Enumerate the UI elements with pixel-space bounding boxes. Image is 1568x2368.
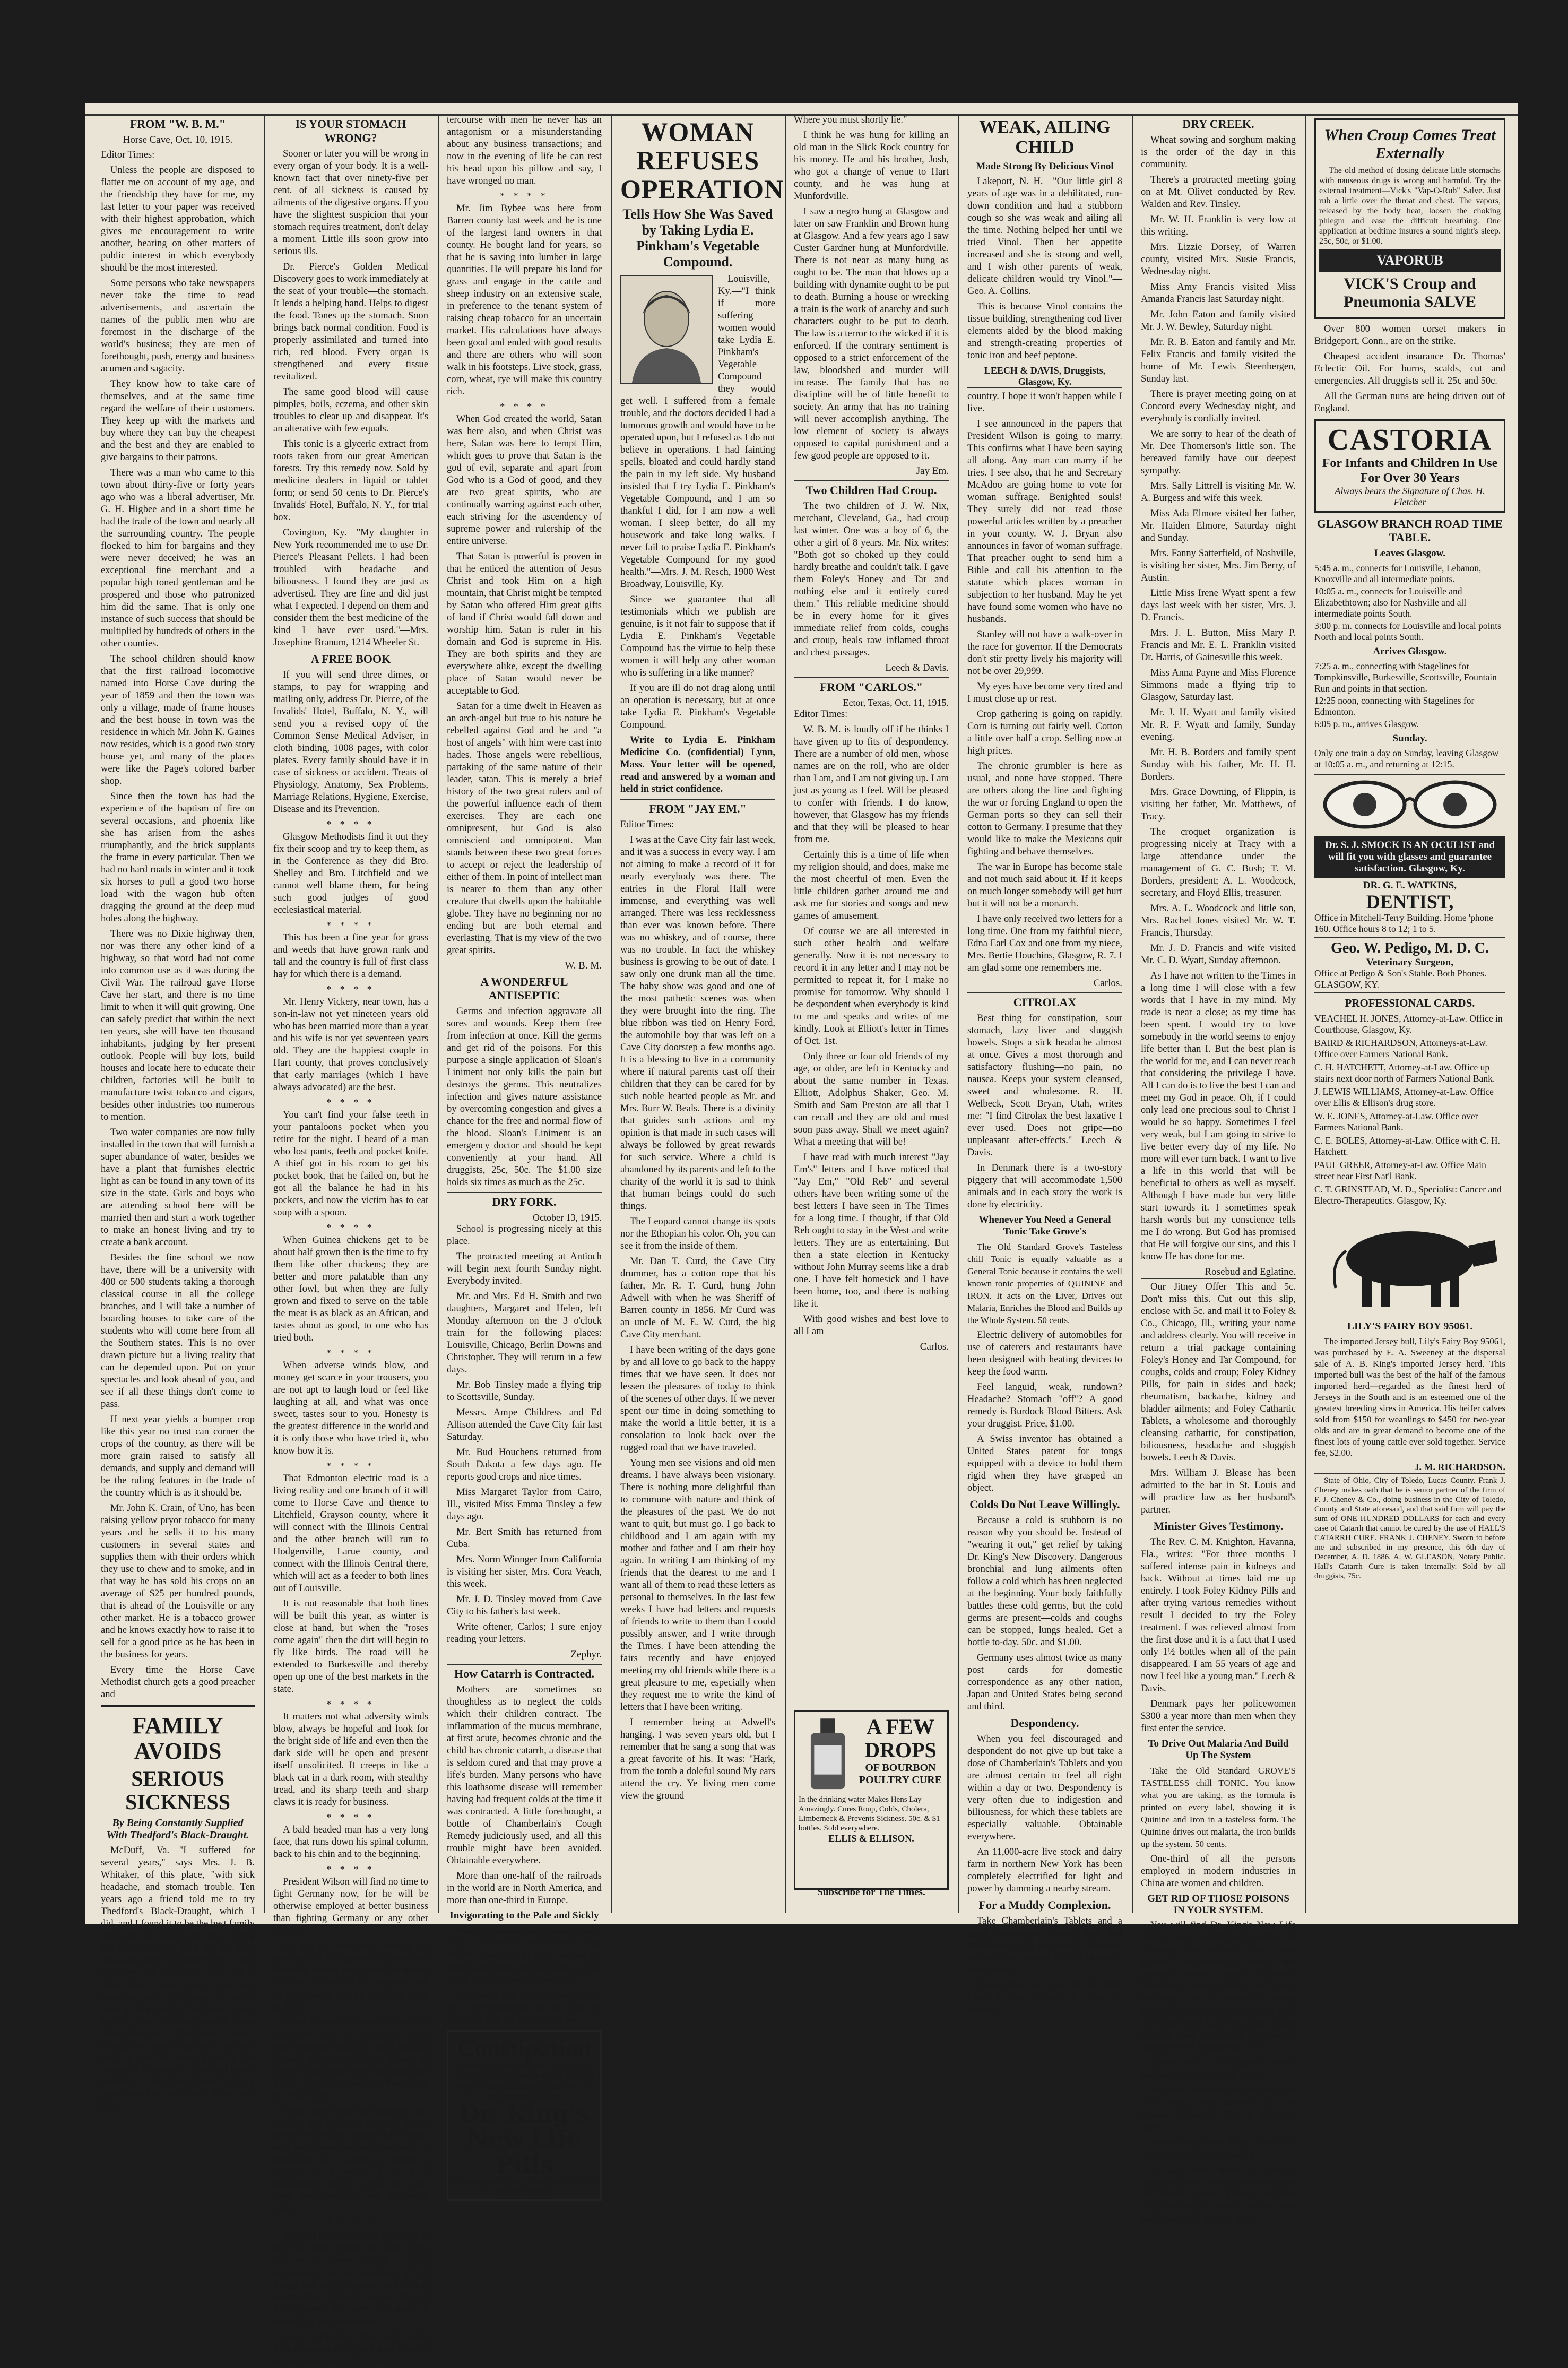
news-item: The croquet organization is progressing nicely at Tracy with a large attendance under the management of G. C. Bush; T. M. Borders, president; A. L. Woodcock, secretary, and Floyd Ellis, treasurer. — [1141, 827, 1296, 898]
article-paragraph: One-third of all the persons employed in modern industries in China are women and children. — [1141, 1854, 1296, 1889]
news-item: Mr. Bud Houchens returned from South Dakota a few days ago. He reports good crops and nice times. — [447, 1447, 602, 1482]
news-item: Over 800 women corset makers in Bridgeport, Conn., are on the strike. — [1314, 324, 1505, 347]
ad-subhead: For Infants and Children In Use For Over 30 Years — [1322, 456, 1498, 485]
column-3 — [441, 114, 607, 2196]
article-paragraph: There was a man who came to this town about thirty-five or forty years ago who was a liberal advertiser, Mr. G. H. Higbee and in a short time he had the trade of the town and nearly all the surrounding country. The people flocked to him for bargains and they were never deceived; he was an exceptional fine merchant and a popular high toned gentleman and he prospered and those who patronized him did the same. That is only one instance of such success that should be multiplied by hundreds of others in the other counties. — [101, 468, 255, 649]
article-paragraph: Feel languid, weak, rundown? Headache? Stomach "off"? A good remedy is Burdock Blood Bitters. Ask your druggist. Price, $1.00. — [967, 1382, 1122, 1429]
article-paragraph: That Satan is powerful is proven in that he enticed the attention of Jesus Christ and took Him on a high mountain, that Christ might be tempted by Satan who offered Him great gifts of land if Christ would fall down and worship him. Satan is ruler in his domain and God is supreme in His. They are both spirits and they are everywhere alike, except the dwelling place of Satan would never be acceptable to God. — [447, 551, 602, 696]
news-item: All the German nuns are being driven out of England. — [1314, 391, 1505, 414]
ad-headline: FAMILY AVOIDS — [132, 1713, 223, 1764]
article-paragraph: Two water companies are now fully installed in the town that will furnish a super abundance of water, besides we have a plant that furnishes electric light as can be found in any town of its size in the state. Girls and boys who are attending school here will be married then and start a work together to make an honest living and try to create a bank account. — [101, 1127, 255, 1248]
jersey-bull-image — [1314, 1208, 1505, 1315]
news-item: Mr. W. H. Franklin is very low at this writing. — [1141, 214, 1296, 237]
article-paragraph: A lazy liver leads to chronic dyspepsia and constipation—weakens the whole system. Doan's Regulets (25c per box) act mildly on the liver and bowels. At all drug stores. — [1141, 2165, 1296, 2224]
article-paragraph: Every time the Horse Cave Methodist church gets a good preacher and — [101, 1665, 255, 1700]
article-paragraph: Germany uses almost twice as many post cards for domestic correspondence as any other nation, Japan and United States being second and third. — [967, 1653, 1122, 1712]
article-paragraph: Denmark pays her policewomen $300 a year more than men when they first enter the service. — [1141, 1699, 1296, 1734]
ad-body: McDuff, Va.—"I suffered for several years," says Mrs. J. B. Whitaker, of this place, "with sick headache, and stomach trouble. Ten years ago a friend told me to try Thedford's Black-Draught, which I did, and I found it to be the best family medicine for young and old. I keep Black-Draught on hand all the time now, and when my children feel a little bad, they ask me for a dose, and it does them more good than any medicine they ever tried. We never have a long spell of sickness in our family, since we commenced using Black-Draught." Thedford's Black-Draught is purely vegetable, and has been in use for many years in the treatment of stomach, liver and bowel troubles. It has been found to be a great friend of the family. Price only 25c. — [101, 1845, 255, 2112]
article-paragraph: My eyes have become very tired and I must close up or rest. — [967, 681, 1122, 704]
separator: * * * * — [326, 1097, 375, 1108]
time-table-row: Only one train a day on Sunday, leaving Glasgow at 10:05 a. m., and returning at 12:15. — [1314, 748, 1499, 770]
ad-paragraph: Louisville, Ky.—"I think if more suffering women would take Lydia E. Pinkham's Vegetable Compound they would get well. I suffered from a female trouble, and the doctors decided I had a tumorous growth and would have to be operated upon, but I refused as I do not believe in operations. I had fainting spells, bloated and could hardly stand the pain in my left side. My husband insisted that I try Lydia E. Pinkham's Vegetable Compound, and I am so thankful I did, for I am now a well woman. I sleep better, do all my housework and take long walks. I never fail to praise Lydia E. Pinkham's Vegetable Compound for my good health."—Mrs. J. M. Resch, 1900 West Broadway, Louisville, Ky. — [620, 274, 775, 590]
salutation: Editor Times: — [794, 709, 848, 720]
article-paragraph: W. B. M. is loudly off if he thinks I have given up to fits of despondency. There are a number of old men, whose names are on the roll, who are older than I am, and I am not giving up. I am just as young as I feel. Will be pleased to confer with friends. I do know, however, that Glasgow has my friends and that they will be pleased to hear from me. — [794, 724, 949, 845]
ad-headline: A FEW DROPS — [864, 1715, 937, 1762]
dateline-wbm: FROM "W. B. M." — [129, 117, 226, 131]
carlos-headline: FROM "CARLOS." — [794, 677, 949, 694]
article-paragraph: The war in Europe has become stale and not much said about it. If it keeps on much longer somebody will get hurt but it will not be a monarch. — [967, 862, 1122, 909]
article-paragraph: Young men see visions and old men dreams. I have always been visionary. There is nothing more delightful than to commune with nature and think of the pleasures of the past. We do not want to quit, but must go. I go back to childhood and I am again with my mother and father and I am their boy again. In writing I am thinking of my friends that the dearest to me and I want all of them to read these letters as personal to themselves. In the last few weeks I have had letters and requests of friends to write to them than I could possibly answer, and I write through the Times. I have been attending the fairs recently and have enjoyed meeting my old friends while there is a great pleasure to me, especially when they request me to write the kind of letters that I have been writing. — [620, 1458, 775, 1713]
vet-details: Office at Pedigo & Son's Stable. Both Phones. GLASGOW, KY. — [1314, 968, 1487, 990]
ad-paragraph: Germs and infection aggravate all sores and wounds. Keep them free from infection at once. Kill the germs and get rid of the poisons. For this purpose a single application of Sloan's Liniment not only kills the pain but destroys the germs. This neutralizes infection and gives nature assistance by overcoming congestion and gives a chance for the free and normal flow of the blood. Sloan's Liniment is an emergency doctor and should be kept conveniently at your hand. All druggists, 25c, 50c. The $1.00 size holds six times as much as the 25c. — [447, 1006, 602, 1188]
vet-name: Geo. W. Pedigo, M. D. C. — [1331, 940, 1489, 956]
article-paragraph: It is not reasonable that both lines will be built this year, as winter is close at hand, but when the "roses come again" then the dirt will begin to fly like birds. The road will be extended to Burkesville and thereby open up one of the best markets in the state. — [273, 1598, 428, 1695]
news-item: Messrs. Ampe Childress and Ed Allison attended the Cave City fair last Saturday. — [447, 1407, 602, 1442]
time-table-row: 3:00 p. m. connects for Louisville and local points North and local points South. — [1314, 620, 1501, 642]
signature: Rosebud and Eglatine. — [1205, 1266, 1296, 1277]
signature: Jay Em. — [916, 465, 949, 477]
professional-card: C. T. GRINSTEAD, M. D., Specialist: Cancer and Electro-Therapeutics. Glasgow, Ky. — [1314, 1184, 1502, 1206]
salutation: Editor Times: — [620, 819, 674, 830]
article-paragraph: I have read with much interest "Jay Em's" letters and I have noticed that "Jay Em," "Old Reb" and several others have been writing some of the best letters I have seen in The Times for a long time. I thought, if that Old Reb ought to stay in the West and write letters. They are as entertaining. But then a state election in Kentucky without John Murray seems like a drab one. I have felt homesick and I have been home, too, and there is nothing like it. — [794, 1152, 949, 1309]
ad-body: Leads to serious troubles—Headache, Dizziness, Biliousness, Fever, Piles, Bad Breath—always relieved by the safe, sure and pleasant laxative — [453, 2062, 595, 2101]
time-table-section: Leaves Glasgow. — [1374, 548, 1446, 559]
column-rule — [958, 114, 959, 1913]
separator: * * * * — [326, 1460, 375, 1471]
news-item: Wheat sowing and sorghum making is the order of the day in this community. — [1141, 135, 1296, 170]
ad-paragraph: Lakeport, N. H.—"Our little girl 8 years of age was in a debilitated, run-down condition and had a stubborn cough so she was weak and ailing all the time. Nothing helped her until we tried Vinol. Then her appetite increased and she is strong and well, and I wish other parents of weak, delicate children would try Vinol."—Geo. A. Collins. — [967, 176, 1122, 297]
professional-card: J. LEWIS WILLIAMS, Attorney-at-Law. Office over Ellis & Ellison's drug store. — [1314, 1086, 1494, 1108]
vicks-ad — [1314, 118, 1505, 319]
news-item: Mrs. Fanny Satterfield, of Nashville, is visiting her sister, Mrs. Jim Berry, of Austin. — [1141, 548, 1296, 583]
grove-ad-headline: Invigorating to the Pale and Sickly — [449, 1910, 599, 1921]
bull-description: The imported Jersey bull, Lily's Fairy Boy 95061, was purchased by E. A. Sweeney at the dispersal sale of A. B. King's imported Jersey herd. This imported bull was the best of the half of the famous imported herd—regarded as the finest herd of Jerseys in the South and is an esteemed one of the greatest breeding sires in America. His heifer calves sold from $150 for weanlings to $450 for two-year olds and are in great demand to become one of the finest lots of young cattle ever sold together. Service fee, $2.00. — [1314, 1336, 1505, 1458]
ad-paragraph: You will find Dr. King's New Life Pills a most satisfactory laxative in releasing the poisons from your system. Accumulated waste and poisons cause many ailments. Dizziness, spots before the eyes, blackness and a miserable feeling generally are indications that you need Dr. King's New Life Pills. Take a dose to-night and you will experience grateful relief by morning. 25c. — [1141, 1920, 1296, 2053]
separator: * * * * — [326, 920, 375, 930]
ad-paragraph: Take the Old Standard GROVE'S TASTELESS chill TONIC. You know what you are taking, as the formula is printed on every label, showing it is Quinine and Iron in a tasteless form. The Quinine drives out malaria, the Iron builds up the system. 50 cents. — [1141, 1766, 1296, 1849]
article-paragraph: If next year yields a bumper crop like this year no trust can corner the crops of the country, as there will be more grain raised to satisfy all demands, and supply and demand will be the ruling features in the trade of the country which is as it should be. — [101, 1414, 255, 1498]
ad-paragraph: Because a cold is stubborn is no reason why you should be. Instead of "wearing it out," get relief by taking Dr. King's New Discovery. Dangerous bronchial and lung ailments often follow a cold which has been neglected at the beginning. Your body faithfully battles these cold germs, but the cold germs are present—colds and coughs can be stopped, lungs healed. Get a bottle to-day. 50c. and $1.00. — [967, 1515, 1122, 1648]
ad-paragraph: The Rev. C. M. Knighton, Havanna, Fla., writes: "For three months I suffered intense pain in kidneys and back. Without at times laid me up entirely. I took Foley Kidney Pills and after trying various remedies without result I decided to try the Foley treatment. I was relieved almost from the first dose and it is a fact that I used only 1½ bottles when all of the pain disappeared. I am 55 years of age and now I feel like a young man." Leech & Davis. — [1141, 1537, 1296, 1694]
article-paragraph: He will be "watchfully waiting" to take care of his spouse to please that beautiful widow he is about to marry, and that will take all his attention until he gets ready to run for President again in 1916. — [273, 1941, 428, 2012]
time-table-row: 5:45 a. m., connects for Louisville, Lebanon, Knoxville and all intermediate points. — [1314, 563, 1482, 584]
column-5 — [789, 114, 954, 1913]
professional-card: C. H. HATCHETT, Attorney-at-Law. Office up stairs next door north of Farmers National Bank. — [1314, 1062, 1495, 1084]
news-item: Mrs. A. L. Woodcock and little son, Mrs. Rachel Jones visited Mr. W. T. Francis, Thursday. — [1141, 903, 1296, 938]
article-paragraph: I have only received two letters for a long time. One from my faithful niece, Edna Earl Cox and one from my niece, Mrs. Bertie Houchins, Glasgow, R. 7. I am glad some one remembers me. — [967, 914, 1122, 973]
article-paragraph: While that kings and emperors are fighting and shedding innocent blood, he can rest his arm around that widows neck and forget there was ever such an instrument as a cannon, a musket, a bayonet or a sword. If he is a philosopher and he views life only from the substantial and the bright sides. — [273, 2106, 428, 2214]
time-table-title: GLASGOW BRANCH ROAD TIME TABLE. — [1316, 517, 1503, 544]
carlos-place-date: Ector, Texas, Oct. 11, 1915. — [843, 697, 949, 708]
ad-paragraph: Since we guarantee that all testimonials which we publish are genuine, is it not fair to suppose that if Lydia E. Pinkham's Vegetable Compound has the virtue to help these women it will help any other woman who is suffering in a like manner? — [620, 594, 775, 678]
ad-headline: SERIOUS SICKNESS — [125, 1767, 230, 1814]
citrolax-headline: CITROLAX — [967, 992, 1122, 1009]
article-paragraph: I was at the Cave City fair last week, and it was a success in every way. I am not aiming to make a record of it for nearly everybody was there. The entries in the Floral Hall were immense, and everything was well arranged. There was less recklessness than ever was known before. There was no whiskey, and of course, there was no trouble. In fact the whiskey business is growing to be out of date. I saw only one drunk man all the time. The baby show was good and one of the most pathetic scenes was when they were brought into the ring. The blue ribbon was tied on Henry Ford, the automobile boy that was left on a Cave City doorstep a few months ago. It is a blessing to live in a community where if natural parents cast off their children that they can be cared for by such noble hearted people as Mr. and Mrs. Burr W. Beals. There is a divinity that guides such actions and my opinion is that made in such cases will always be followed by great rewards for such service. Where a child is abandoned by its parents and left to the charity of the world it is sad to think that human beings could do such things. — [620, 835, 775, 1212]
ad-headline: WOMAN REFUSES OPERATION — [620, 117, 784, 204]
despondency-headline: Despondency. — [1010, 1716, 1079, 1730]
article-paragraph: While Europe is at strife for war his mind and heart are engrossed in far more important matters, and is looking forward to generations yet unborn, to live in a land that flows with milk and honey, and enjoy the best there is in the entire land. — [273, 2017, 428, 2101]
article-paragraph: Twenty-five per cent of the farm labor in this country is done by women. — [967, 1980, 1122, 2015]
ad-headline: Constipation — [457, 2034, 592, 2061]
time-table-row: 12:25 noon, connecting with Stagelines for Edmonton. — [1314, 695, 1475, 717]
news-item: Miss Margaret Taylor from Cairo, Ill., visited Miss Emma Tinsley a few days ago. — [447, 1487, 602, 1522]
column-2 — [268, 114, 434, 2367]
column-rule — [438, 114, 439, 1913]
article-paragraph: I saw a negro hung at Glasgow and later on saw Franklin and Brown hung at Glasgow. And a few years ago I saw Custer Gardner hung at Munfordville. There is not near as many hung as ought to be. The man that blows up a building with dynamite ought to be put to death. Burning a house or wrecking a train is the work of anarchy and such characters ought to be put to death. The law is a terror to the wicked if it is enforced. If the contrary sentiment is opposed to a strict enforcement of the law, bloodshed and murder will increase. The family that has no discipline will be of little benefit to society. An army that has no training will never accomplish anything. The low element of society is always opposed to capital punishment and a few good people are opposed to it. — [794, 206, 949, 461]
ad-subhead: Tells How She Was Saved by Taking Lydia E. Pinkham's Vegetable Compound. — [622, 206, 773, 270]
pinkham-ad — [620, 117, 784, 796]
professional-card: PAUL GREER, Attorney-at-Law. Office Main street near First Nat'l Bank. — [1314, 1160, 1486, 1181]
vinol-headline: WEAK, AILING CHILD — [979, 117, 1111, 157]
article-paragraph: I remember being at Adwell's hanging. I was seven years old, but I remember that he sang a song that was a great favorite of his. It was: "Hark, from the tomb a doleful sound My ears attend the cry. Ye living men come view the ground — [620, 1717, 775, 1801]
free-book-headline: A FREE BOOK — [310, 652, 391, 666]
article-paragraph: In Denmark there is a two-story piggery that will accommodate 1,500 animals and in each story the work is done by electricity. — [967, 1163, 1122, 1210]
veterinary-card — [1314, 940, 1505, 993]
legal-notice: State of Ohio, City of Toledo, Lucas County. Frank J. Cheney makes oath that he is senior partner of the firm of F. J. Cheney & Co., doing business in the City of Toledo, County and State aforesaid, and that said firm will pay the sum of ONE HUNDRED DOLLARS for each and every case of Catarrh that cannot be cured by the use of HALL'S CATARRH CURE. FRANK J. CHENEY. Sworn to before me and subscribed in my presence, this 6th day of December, A. D. 1886. A. W. GLEASON, Notary Public. Hall's Catarrh Cure is taken internally. Sold by all druggists, 75c. — [1314, 1473, 1505, 1581]
column-rule — [264, 114, 265, 1913]
ad-paragraph: Our Jitney Offer—This and 5c. Don't miss this. Cut out this slip, enclose with 5c. and mail it to Foley & Co., Chicago, Ill., writing your name and address clearly. You will receive in return a trial package containing Foley's Honey and Tar Compound, for coughs, colds and croup; Foley Kidney Pills, for pain in sides and back; rheumatism, backache, kidney and bladder ailments; and Foley Cathartic Tablets, a wholesome and thoroughly cleansing cathartic, for constipation, biliousness, headache and sluggish bowels. Leech & Davis. — [1141, 1278, 1296, 1464]
article-paragraph: With good wishes and best love to all I am — [794, 1314, 949, 1337]
news-item: Mr. J. D. Tinsley moved from Cave City to his father's last week. — [447, 1594, 602, 1617]
ad-paragraph: Write to Lydia E. Pinkham Medicine Co. (confidential) Lynn, Mass. Your letter will be opened, read and answered by a woman and held in strict confidence. — [620, 735, 775, 794]
article-paragraph: Where you must shortly lie." — [794, 115, 907, 125]
ad-footer: ELLIS & ELLISON. — [828, 1833, 914, 1844]
news-item: Mr. H. B. Borders and family spent Sunday with his father, Mr. H. H. Borders. — [1141, 747, 1296, 782]
news-item: School is progressing nicely at this place. — [447, 1224, 602, 1247]
newspaper-page — [85, 103, 1518, 2367]
article-paragraph: That Edmonton electric road is a living reality and one branch of it will come to Horse Cave and thence to Litchfield, Grayson county, where it will connect with the Illinois Central and the other branch will run to Hodgenville, Larue county, and connect with the Illinois Central there, which will act as a feeder to both lines out of Louisville. — [273, 1473, 428, 1594]
complexion-headline: For a Muddy Complexion. — [978, 1898, 1111, 1912]
article-paragraph: The chronic grumbler is here as usual, and none have stopped. There are others along the line and fighting the war or forcing England to open the German ports so they can sell their cotton to Germany. I presume that they would like to make the Mexicans quit fighting and behave themselves. — [967, 761, 1122, 857]
signature: Leech & Davis. — [885, 662, 949, 673]
separator: * * * * — [326, 1347, 375, 1358]
stomach-headline: IS YOUR STOMACH WRONG? — [295, 117, 406, 144]
article-paragraph: The Leopard cannot change its spots nor the Ethopian his color. Oh, you can see it from the inside of them. — [620, 1216, 775, 1251]
separator: * * * * — [326, 984, 375, 995]
time-table-row: 7:25 a. m., connecting with Stagelines for Tompkinsville, Burkesville, Scottsville, Fountain Run and points in that section. — [1314, 661, 1497, 694]
ad-headline: CASTORIA — [1327, 424, 1493, 456]
oculist-card: Dr. S. J. SMOCK IS AN OCULIST and will fit you with glasses and guarantee satisfaction. Glasgow, Ky. — [1314, 836, 1505, 878]
article-paragraph: I have been writing of the days gone by and all love to go back to the happy times that we have seen. It does not lessen the pleasures of today to think of the scenes of other days. If we never spent our time in doing something to make the world a little better, it is a consolation to look back over the rugged road that we have traveled. — [620, 1345, 775, 1453]
time-table-section: Arrives Glasgow. — [1373, 646, 1447, 657]
news-item: We are sorry to hear of the death of Mr. Dee Thomerson's little son. The bereaved family have our deepest sympathy. — [1141, 429, 1296, 476]
article-paragraph: Glasgow Methodists find it out they fix their scoop and try to keep them, as in the Conference as they did Bro. Shelley and Bro. Litchfield and we cannot well blame them, for being such good judges of good ecclesiastical material. — [273, 832, 428, 915]
article-paragraph: Some persons who take newspapers never take the time to read advertisements, and ascertain the names of the public men who are foremost in the discharge of the world's business; they are men of forethought, push, energy and business acumen and sagacity. — [101, 278, 255, 374]
grove-tonic-body: The Old Standard Grove's Tasteless chill Tonic is equally valuable as a General Tonic because it contains the well known tonic properties of QUININE and IRON. It acts on the Liver, Drives out Malaria, Enriches the Blood and Builds up the Whole System. 50 cents. — [967, 1242, 1122, 1325]
salutation: Editor Times: — [101, 150, 155, 160]
catarrh-headline: How Catarrh is Contracted. — [447, 1664, 602, 1681]
article-paragraph: You can't find your false teeth in your pantaloons pocket when you retire for the night. I heard of a man who lost pants, teeth and pocket knife. A thief got in his room to get his pocket book, that he failed on, but he got all the balance he had in his pockets, and now the victim has to eat soup with a spoon. — [273, 1110, 428, 1218]
news-item: Mr. J. H. Wyatt and family visited Mr. R. F. Wyatt and family, Sunday evening. — [1141, 707, 1296, 742]
column-6 — [962, 114, 1128, 2015]
ad-signature: Always bears the Signature of Chas. H. Fletcher — [1335, 486, 1485, 507]
column-1 — [96, 114, 260, 2112]
article-paragraph: It matters not what adversity winds blow, always be hopeful and look for the bright side of life and even then the dark side will be open and present itself unsolicited. It creeps in like a black cat in a dark room, with stealthy tread, and its sharp teeth and sharp claws it is ready for business. — [273, 1712, 428, 1808]
dentist-name: DR. G. E. WATKINS, — [1363, 880, 1457, 891]
separator: * * * * — [326, 1222, 375, 1233]
professional-card: C. E. BOLES, Attorney-at-Law. Office with C. H. Hatchett. — [1314, 1135, 1500, 1157]
article-paragraph: tercourse with men he never has an antagonism or a misunderstanding about any business transactions; and now in the evening of life he can rest his head upon his pillow and say, I have wronged no man. — [447, 115, 602, 186]
time-table-section: Sunday. — [1392, 733, 1427, 744]
column-rule — [785, 114, 786, 1913]
time-table — [1314, 517, 1505, 775]
column-8 — [1309, 114, 1511, 1913]
professional-card: W. E. JONES, Attorney-at-Law. Office over Farmers National Bank. — [1314, 1111, 1478, 1133]
news-item: Mr. John Eaton and family visited Mr. J. W. Bewley, Saturday night. — [1141, 309, 1296, 332]
article-paragraph: Queen Mary of England prefers lavender scent before all others. — [1141, 2058, 1296, 2080]
news-item: Mr. Bob Tinsley made a flying trip to Scottsville, Sunday. — [447, 1380, 602, 1403]
dentist-title: DENTIST, — [1366, 891, 1454, 912]
signature: W. B. M. — [565, 960, 602, 971]
time-table-row: 10:05 a. m., connects for Louisville and Elizabethtown; also for Nashville and all intermediate points South. — [1314, 586, 1467, 619]
ad-paragraph: Covington, Ky.—"My daughter in New York recommended me to use Dr. Pierce's Pleasant Pellets. I had been troubled with headache and biliousness. I found they are just as advertised. They are fine and did just what I expected. I depend on them and consider them the best medicine of the kind I have ever used."—Mrs. Josephine Branum, 1214 Wheeler St. — [273, 528, 428, 648]
vet-title: Veterinary Surgeon, — [1366, 957, 1453, 968]
article-paragraph: They know how to take care of themselves, and at the same time regard the welfare of their customers. They keep up with the markets and buy where they can buy the cheapest and the best and they are enabled to give bargains to their patrons. — [101, 379, 255, 463]
news-item: Mr. R. B. Eaton and family and Mr. Felix Francis and family visited the home of Mr. Lewis Steenbergen, Sunday last. — [1141, 337, 1296, 384]
ad-body: The old method of dosing delicate little stomachs with nauseous drugs is wrong and harmful. Try the external treatment—Vick's "Vap-O-Rub" Salve. Just rub a little over the throat and chest. The vapors, released by the body heat, loosen the choking phlegm and ease the difficult breathing. One application at bedtime insures a sound night's sleep. 25c, 50c, or $1.00. — [1319, 166, 1501, 246]
ad-paragraph: The two children of J. W. Nix, merchant, Cleveland, Ga., had croup last winter. One was a boy of 6, the other a girl of 8 years. Mr. Nix writes: "Both got so choked up they could hardly breathe and couldn't talk. I gave them Foley's Honey and Tar and nothing else and it entirely cured them." This reliable medicine should be in every home for it gives immediate relief from colds, coughs and croup, heals raw inflamed throat and chest passages. — [794, 501, 949, 658]
column-rule — [611, 114, 612, 1913]
colds-headline: Colds Do Not Leave Willingly. — [969, 1498, 1120, 1511]
ad-paragraph: Dr. Pierce's Golden Medical Discovery goes to work immediately at the seat of your trouble—the stomach. It lends a helping hand. Helps to digest the food. Tones up the stomach. Soon brings back normal condition. Food is properly assimilated and turned into rich, red blood. Every organ is strengthened and every tissue revitalized. — [273, 262, 428, 382]
bottle-icon — [799, 1715, 857, 1795]
signature: Zephyr. — [570, 1649, 602, 1660]
signature: Carlos. — [920, 1341, 949, 1352]
dry-fork-headline: DRY FORK. — [447, 1192, 602, 1209]
news-item: Cheapest accident insurance—Dr. Thomas' Eclectic Oil. For burns, scalds, cut and emergencies. All druggists sell it. 25c and 50c. — [1314, 351, 1505, 386]
article-paragraph: I think he was hung for killing an old man in the Slick Rock country for his money. He and his brother, Josh, who got a change of venue to Hart county, and he was hung at Munfordville. — [794, 130, 949, 202]
article-paragraph: Mrs. William J. Blease has been admitted to the bar in St. Louis and will practice law as her husband's partner. — [1141, 1468, 1296, 1515]
article-paragraph: Mr. John K. Crain, of Uno, has been raising yellow pryor tobacco for many years and he sells it to his many customers in several states and supplies them with their orders which they use to chew and to smoke, and in that way he has sold his crops on an average of $25 per hundred pounds, that is ahead of the Louisville or any other market. He is a tobacco grower and he knows exactly how to raise it to sell for a good price as he has been in the business for years. — [101, 1503, 255, 1660]
article-paragraph: Mr. Henry Vickery, near town, has a son-in-law not yet nineteen years old who has been married more than a year and his wife is not yet seventeen years old. They are the happiest couple in Hart county, that proves conclusively that early marriages (which I have always advocated) are the best. — [273, 997, 428, 1093]
place-date: Horse Cave, Oct. 10, 1915. — [123, 134, 233, 145]
article-paragraph: When God created the world, Satan was here also, and when Christ was here, Satan was here to tempt Him, which goes to prove that Satan is the god of evil, separate and apart from God who is a God of good, and they are two great spirits, who are continually warring against each other, each striving for the ascendency of supreme power and rulership of the entire universe. — [447, 414, 602, 547]
article-paragraph: Mr. Joel White is one of the oldest if not the oldest citizen in Horse Cave and he has been through a good experience. He is interested in all things and strictly honest, and he has accumulated property and he has all the property he owns he made it himself by his own efforts. — [273, 2231, 428, 2327]
article-paragraph: This has been a fine year for grass and weeds that have grown rank and tall and the country is full of first class hay for which there is a demand. — [273, 932, 428, 980]
minister-headline: Minister Gives Testimony. — [1153, 1519, 1284, 1533]
article-paragraph: The school children should know that the first railroad locomotive named into Horse Cave during the year of 1859 and then the town was only a village, made of frame houses and the best house in town was the residence in which Mr. John K. Gaines now resides, which is a good two story house yet, and many of the places were like the Page's colored barber shop. — [101, 654, 255, 787]
news-item: Mr. J. D. Francis and wife visited Mr. C. D. Wyatt, Sunday afternoon. — [1141, 943, 1296, 966]
article-paragraph: An 11,000-acre live stock and dairy farm in northern New York has been completely electrified for light and power by damming a nearby stream. — [967, 1847, 1122, 1894]
article-paragraph: country. I hope it won't happen while I live. — [967, 387, 1122, 415]
ad-paragraph: This is because Vinol contains the tissue building, strengthening cod liver elements aided by the blood making and strength-creating properties of tonic iron and beef peptone. — [967, 301, 1122, 361]
news-item: The protracted meeting at Antioch will begin next fourth Sunday night. Everybody invited. — [447, 1251, 602, 1286]
dry-creek-headline: DRY CREEK. — [1182, 117, 1254, 131]
article-paragraph: A bald headed man has a very long face, that runs down his spinal column, back to his chin and to the beginning. — [273, 1825, 428, 1860]
article-paragraph: Only three or four old friends of my age, or older, are left in Kentucky and about the same number in Texas. Elliott, Adolphus Shaker, Geo. M. Smith and Sam Preston are all that I can recall and they are old and must soon pass away. Shall we meet again? What a meeting that will be! — [794, 1051, 949, 1147]
signature: Carlos. — [1093, 978, 1122, 989]
ad-paragraph: Mothers are sometimes so thoughtless as to neglect the colds which their children contract. The inflammation of the mucus membrane, at first acute, becomes chronic and the child has chronic catarrh, a disease that is seldom cured and that may prove a life's burden. Many persons who have this loathsome disease will remember having had frequent colds at the time it was contracted. A little forethought, a bottle of Chamberlain's Cough Remedy judiciously used, and all this trouble might have been avoided. Obtainable everywhere. — [447, 1684, 602, 1866]
article-paragraph: When Guinea chickens get to be about half grown then is the time to fry them like other chickens; they are better and more palatable than any other fowl, but when they are fully grown and fixed to serve on the table the meat is as black as an African, and tastes about as good, to one who has tried both. — [273, 1235, 428, 1343]
castoria-ad — [1314, 419, 1505, 513]
ad-subhead: By Being Constantly Supplied With Thedford's Black-Draught. — [106, 1817, 249, 1841]
dentist-card — [1314, 880, 1505, 938]
separator: * * * * — [326, 819, 375, 829]
dry-fork-date: October 13, 1915. — [533, 1212, 602, 1223]
croup-headline: Two Children Had Croup. — [794, 480, 949, 497]
professional-card: BAIRD & RICHARDSON, Attorneys-at-Law. Office over Farmers National Bank. — [1314, 1038, 1487, 1059]
ad-footer: All Druggists 25 cents. SATISFACTION OR MONEY BACK — [452, 2178, 596, 2196]
news-item: Mrs. Lizzie Dorsey, of Warren county, visited Mrs. Susie Francis, Wednesday night. — [1141, 242, 1296, 277]
ad-body: In the drinking water Makes Hens Lay Amazingly. Cures Roup, Colds, Cholera, Limberneck & Prevents Sickness. 50c. & $1 bottles. Sold everywhere. — [799, 1795, 940, 1833]
article-paragraph: A Swiss inventor has obtained a United States patent for tongs equipped with a device to hold them rigid when they have grasped an object. — [967, 1434, 1122, 1493]
constipation-ad — [447, 2030, 602, 2201]
separator: * * * * — [326, 1812, 375, 1822]
thedford-ad — [101, 1705, 255, 2113]
ad-paragraph: If you are ill do not drag along until an operation is necessary, but at once take Lydia E. Pinkham's Vegetable Compound. — [620, 683, 775, 730]
column-rule — [1305, 114, 1306, 1913]
article-paragraph: Since then the town has had the experience of the baptism of fire on several occasions, and phoenix like she has arisen from the ashes triumphantly, and the brick supplants the frame in every particular. Then we had no hard roads in winter and it took six horses to pull a good two horse load with the wagon hub often dragging the ground at the deep mud holes along the highway. — [101, 791, 255, 924]
ad-paragraph: Take Chamberlain's Tablets and a good complexion sallow and dull complexion will be greatly improved within a few months. Try it. Obtainable everywhere. — [967, 1916, 1122, 1975]
article-paragraph: Of course we are all interested in such other health and welfare generally. Now it is not necessary to record it in any letter and I may not be permitted to repeat it, for I make no promise for tomorrow. Why should I be despondent when everybody is kind to me and speaks and writes of me kindly. Look at Elliott's letter in Times of Oct. 1st. — [794, 926, 949, 1047]
time-table-row: 6:05 p. m., arrives Glasgow. — [1314, 719, 1419, 729]
news-item: There's a protracted meeting going on at Mt. Olivet conducted by Rev. Walden and Rev. Tinsley. — [1141, 175, 1296, 210]
ad-paragraph: Sooner or later you will be wrong in every organ of your body. It is a well-known fact that over ninety-five per cent. of all sickness is caused by ailments of the digestive organs. If you have the slightest suspicion that your stomach requires treatment, don't delay a moment. Little ills soon grow into serious ills. — [273, 149, 428, 257]
ad-headline: When Croup Comes Treat Externally — [1324, 126, 1496, 162]
column-7 — [1136, 114, 1301, 2224]
separator: * * * * — [326, 2218, 375, 2229]
article-paragraph: Electric delivery of automobiles for use of caterers and restaurants have been designed with heating devices to keep the food warm. — [967, 1330, 1122, 1377]
article-paragraph: Mr. Jim Bybee was here from Barren county last week and he is one of the largest land owners in that county. He bought land for years, so that he is saving into lumber in large quantities. He will prepare his land for grass and engage in the cattle and sheep industry on an extensive scale, in preference to the tenant system of raising cheap tobacco for an uncertain market. His calculations have always been good and ended with good results and there are others who will soon walk in his footsteps. Live stock, grass, corn, wheat, rye will make this country rich. — [447, 203, 602, 397]
article-paragraph: Aluminum can be rolled into sheets one two-thousandth of an inch in thickness that are as strong as tin. — [447, 1990, 602, 2025]
article-paragraph: Besides the fine school we now have, there will be a university with 400 or 500 students taking a thorough classical course in all the college branches, and I will take a number of boarding houses to take care of the students who will come here from all the Southern states. This is no over drawn picture but a living reality that can be depended upon. Put on your spectacles and look ahead of you, and see if all these things don't come to pass. — [101, 1252, 255, 1410]
antiseptic-headline: A WONDERFUL ANTISEPTIC — [480, 975, 568, 1002]
article-paragraph: Certainly this is a time of life when my religion should, and does, make me the most cheerful of men. Even the little children gather around me and ask me for stories and songs and new games of amusement. — [794, 850, 949, 921]
news-item: Mr. and Mrs. Ed H. Smith and two daughters, Margaret and Helen, left Monday afternoon on the 3 o'clock train for the following places: Louisville, Chicago, Berlin Downs and Christopher. They will return in a few days. — [447, 1291, 602, 1375]
malaria-headline: To Drive Out Malaria And Build Up The System — [1148, 1738, 1289, 1761]
ad-product-name: Dr. King's New Life Pills — [460, 2101, 589, 2179]
ad-paragraph: This tonic is a glyceric extract from roots taken from our great American forests. Try this remedy now. Sold by medicine dealers in liquid or tablet form; or send 50 cents to Dr. Pierce's Invalids' Hotel, Buffalo, N. Y., for trial box. — [273, 439, 428, 523]
column-rule — [1132, 114, 1133, 1913]
article-paragraph: More than one-half of the railroads in the world are in North America, and more than one-third in Europe. — [447, 1871, 602, 1906]
news-item: Mrs. Grace Downing, of Flippin, is visiting her father, Mr. Matthews, of Tracy. — [1141, 787, 1296, 822]
ad-paragraph: Best thing for constipation, sour stomach, lazy liver and sluggish bowels. Stops a sick headache almost at once. Gives a most thorough and satisfactory flushing—no pain, no nausea. Keeps your system cleansed, sweet and wholesome.—R. H. Welbeck, Scott Bryan, Utah, writes me: "I find Citrolax the best laxative I ever used. Does not gripe—no unpleasant after-effects." Leech & Davis. — [967, 1013, 1122, 1158]
news-item: Mrs. J. L. Button, Miss Mary P. Francis and Mr. E. L. Franklin visited Dr. Harris, of Gainesville this week. — [1141, 628, 1296, 663]
grove-tonic-headline: Whenever You Need a General Tonic Take Grove's — [978, 1214, 1111, 1237]
separator: * * * * — [500, 191, 549, 201]
poultry-cure-ad — [794, 1710, 949, 1890]
professional-cards-headline: PROFESSIONAL CARDS. — [1345, 997, 1475, 1009]
ad-paragraph: When you feel discouraged and despondent do not give up but take a dose of Chamberlain's Tablets and you are almost certain to feel all right within a day or two. Despondency is very often due to indigestion and biliousness, for which these tablets are especially valuable. Obtainable everywhere. — [967, 1734, 1122, 1842]
separator: * * * * — [500, 401, 549, 412]
professional-card: VEACHEL H. JONES, Attorney-at-Law. Office in Courthouse, Glasgow, Ky. — [1314, 1013, 1503, 1035]
dentist-details: Office in Mitchell-Terry Building. Home 'phone 160. Office hours 8 to 12; 1 to 5. — [1314, 912, 1493, 934]
separator: * * * * — [326, 1864, 375, 1874]
subscribe-note: Subscribe for The Times. — [817, 1887, 925, 1898]
article-paragraph: Women make over 47 per cent of all cigars smoked in the country. — [1141, 2137, 1296, 2160]
woman-portrait-image — [620, 275, 713, 384]
news-item: As I have not written to the Times in a long time I will close with a few words that I have in my mind. My trade is near a close; as my time has been spent. I would try to love somebody in the world seems to enjoy life better than I. But the best plan is the world for me, and I can never reach that considering the privilege I have. All I can do is to live the best I can and meet my God in peace. Oh, if I could only lead one precious soul to Christ I would be so happy. Sometimes I feel very weak, but I am going to strive to live better every day of my life. No more will ever turn back. I want to live a life in this world that will be beneficial to others as well as myself. Although I have made but very little start towards it. I sometimes speak harsh words but my conscience tells me I do wrong. But God has promised that He will forgive our sins, and this I know He has done for me. — [1141, 971, 1296, 1262]
news-item: There is prayer meeting going on at Concord every Wednesday night, and everybody is cordially invited. — [1141, 389, 1296, 424]
article-paragraph: Crop gathering is going on rapidly. Corn is turning out fairly well. Cotton a little over half a crop. Selling now at high prices. — [967, 709, 1122, 756]
separator: * * * * — [326, 1699, 375, 1709]
ad-paragraph: The same good blood will cause pimples, boils, eczema, and other skin troubles to clear up and disappear. It's an alterative with few equals. — [273, 387, 428, 434]
article-paragraph: When adverse winds blow, and money get scarce in your trousers, you are not apt to laugh loud or feel like laughing at all, and what was once sweet, tastes sour to you. Honesty is the greatest difference in the world and it is only those who have tried it, who know how it is. — [273, 1360, 428, 1456]
news-item: Little Miss Irene Wyatt spent a few days last week with her sister, Mrs. J. D. Francis. — [1141, 588, 1296, 623]
news-item: Write oftener, Carlos; I sure enjoy reading your letters. — [447, 1622, 602, 1645]
news-item: Mrs. Norm Winnger from California is visiting her sister, Mrs. Cora Veach, this week. — [447, 1554, 602, 1589]
article-paragraph: For any itchiness of the skin, for skin rashes, chap, pimples, etc., try Doan's Ointment. 50c at all drug stores. — [1141, 2085, 1296, 2132]
article-paragraph: Unless the people are disposed to flatter me on account of my age, and the friendship they have for me, my last letter to your paper was received with their highest approbation, which gives me encouragement to write another, bearing on other matters of public interest in which everybody should be the most interested. — [101, 165, 255, 273]
article-paragraph: Stanley will not have a walk-over in the race for governor. If the Democrats don't stir pretty lively his majority will not be over 29,999. — [967, 629, 1122, 677]
news-item: Miss Ada Elmore visited her father, Mr. Haiden Elmore, Saturday night and Sunday. — [1141, 508, 1296, 543]
article-paragraph: President Wilson will find no time to fight Germany now, for he will be otherwise employed at better business than fighting Germany or any other country. — [273, 1877, 428, 1936]
ad-subhead: OF BOURBON POULTRY CURE — [859, 1762, 942, 1786]
news-item: Mrs. Sally Littrell is visiting Mr. W. A. Burgess and wife this week. — [1141, 481, 1296, 504]
news-item: Miss Amy Francis visited Miss Amanda Francis last Saturday night. — [1141, 282, 1296, 305]
article-paragraph: Mr. Dan T. Curd, the Cave City drummer, has a cotton rope that his father, Mr. R. T. Curd, hung John Adwell with when he was Sheriff of Barren county in 1856. Mr Curd was an uncle of M. E. W. Curd, the big Cave City merchant. — [620, 1256, 775, 1340]
ad-signature: LEECH & DAVIS, Druggists, Glasgow, Ky. — [984, 365, 1106, 387]
article-paragraph: Satan for a time dwelt in Heaven as an arch-angel but true to his nature he rebelled against God and he and "a host of angels" with him were cast into hades. Those angels were rebellious, partaking of the same nature of their leader, satan. This is merely a brief history of the two great rulers and of the powerful influence each of them exercises. They are each one omnipresent, but God is also omniscient and omnipotent. Man stands between these two great forces to accept or reject the leadership of either of them. In point of intellect man is nearer to them than any other creature that dwells upon the habitable globe. They have no beginning nor no ending but are both eternal and everlasting. That is my view of the two great spirits. — [447, 701, 602, 956]
eyeglasses-icon — [1314, 775, 1505, 834]
article-paragraph: There was no Dixie highway then, nor was there any other kind of a highway, so that word had not come into common use as it was during the Civil War. The railroad gave Horse Cave her start, and there is no time limit to when it will quit growing. One can safely predict that within the next ten years, she will have ten thousand inhabitants, judging by her present outlook. People will buy lots, build houses and locate here to educate their children, factories will be built to manufacture twist tobacco and cigars, besides other industries too numerous to mention. — [101, 929, 255, 1122]
vaporub-banner: VAPORUB — [1319, 249, 1501, 272]
grove-ad-body: The Old Standard general strengthening tonic, GROVE'S TASTELESS chill TONIC, drives out Malaria, enriches the blood, and builds up the system. A true Tonic. For adults and children. 50c. — [447, 1926, 602, 1985]
signature: J. M. RICHARDSON. — [1414, 1462, 1505, 1472]
vicks-product-name: VICK'S Croup and Pneumonia SALVE — [1344, 275, 1476, 310]
article-paragraph: If you will send three dimes, or stamps, to pay for wrapping and mailing only, address Dr. Pierce, of the Invalids' Hotel, Buffalo, N. Y., will send you a revised copy of the Common Sense Medical Adviser, in cloth binding, 1008 pages, with color plates. Every family should have it in case of sickness or accident. Treats of Physiology, Anatomy, Sex Problems, Marriage Relations, Hygiene, Exercise, Disease and its Prevention. — [273, 670, 428, 815]
article-paragraph: He is a friend to those who merit friendship and a neighbor hard to excel in any particular. In all of his in- — [273, 2332, 428, 2367]
article-paragraph: I see announced in the papers that President Wilson is going to marry. This confirms what I have been saying all along. Any man can marry if he tries. I see also, that he and Secretary McAdoo are going home to vote for woman suffrage. Benighted souls! They surely did not read those powerful articles written by a preacher in your county. W. J. Bryan also announces in favor of woman suffrage. That preacher ought to send him a Bible and call his attention to the statute which places woman in subjection to her husband. May he yet have found some women who have no husbands. — [967, 419, 1122, 625]
vinol-subhead: Made Strong By Delicious Vinol — [976, 161, 1114, 172]
bull-caption: LILY'S FAIRY BOY 95061. — [1347, 1320, 1473, 1332]
news-item: Miss Anna Payne and Miss Florence Simmons made a flying trip to Glasgow, Saturday last. — [1141, 668, 1296, 703]
poisons-headline: GET RID OF THOSE POISONS IN YOUR SYSTEM. — [1147, 1893, 1289, 1916]
column-4 — [615, 114, 784, 1913]
news-item: Mr. Bert Smith has returned from Cuba. — [447, 1527, 602, 1550]
jay-em-headline: FROM "JAY EM." — [620, 799, 775, 816]
